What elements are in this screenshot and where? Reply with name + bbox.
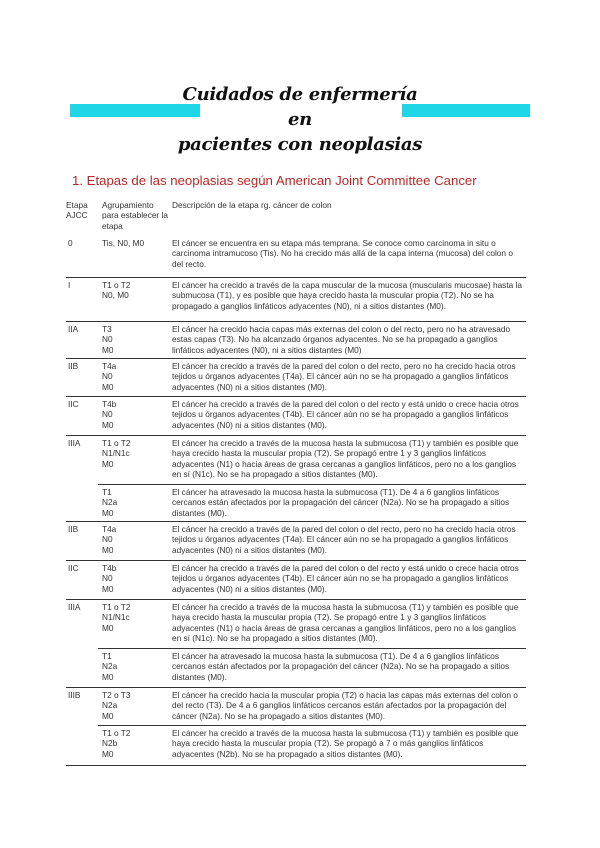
- row-group: T4b N0 M0: [102, 563, 117, 594]
- row-stage: IIIB: [68, 690, 81, 700]
- row-group: T4b N0 M0: [102, 399, 117, 430]
- table-row: [66, 359, 526, 397]
- row-group: T3 N0 M0: [102, 324, 114, 355]
- row-group: T1 o T2 N1/N1c M0: [102, 602, 131, 633]
- row-stage: IIB: [68, 524, 79, 534]
- row-description: El cáncer ha crecido hacia capas más externas del colon o del recto, pero no ha atravesado estas capas (T3). No ha alcanzado órganos adyacentes. No se ha propagado a ganglios linfáticos adyacentes (N0), ni a sitios distantes (M0): [172, 324, 511, 355]
- table-row: [66, 688, 526, 766]
- table-row: [66, 561, 526, 600]
- subrow-divider: [98, 484, 526, 485]
- subrow-divider: [98, 725, 526, 726]
- table-row: [66, 236, 526, 278]
- row-group: T1 o T2 N2b M0: [102, 728, 131, 759]
- table-row: [66, 397, 526, 436]
- page-title: [170, 82, 430, 157]
- row-description: El cáncer ha crecido hacia la muscular propia (T2) o hacia las capas más externas del colon o del recto (T3). De 4 a 6 ganglios linfáticos cercanos están afectados por la propagación del cáncer (N2a). No se ha propagado a sitios distantes (M0).: [172, 690, 518, 721]
- row-description: El cáncer ha atravesado la mucosa hasta la submucosa (T1). De 4 a 6 ganglios linfáticos cercanos están afectados por la propagación del cáncer (N2a). No se ha propagado a sitios distantes (M0).: [172, 487, 510, 518]
- table-row: [66, 278, 526, 322]
- row-group: T1 N2a M0: [102, 487, 118, 518]
- row-description: El cáncer ha crecido a través de la pared del colon o del recto y está unido o crece hacia otros tejidos u órganos adyacentes (T4b). El cáncer aún no se ha propagado a ganglios linfáticos adyacentes (N0) ni a sitios distantes (M0).: [172, 563, 519, 594]
- row-group: T4a N0 M0: [102, 524, 117, 555]
- table-row: [66, 600, 526, 688]
- row-group: T1 o T2 N1/N1c M0: [102, 438, 131, 469]
- row-group: Tis, N0, M0: [102, 238, 145, 248]
- row-stage: I: [68, 280, 71, 290]
- row-group: T1 N2a M0: [102, 651, 118, 682]
- table-row: [66, 522, 526, 561]
- row-stage: IIC: [68, 399, 79, 409]
- row-description: El cáncer ha crecido a través de la capa muscular de la mucosa (muscularis mucosae) hasta la submucosa (T1), y es posible que haya crecido hasta la muscular propia (T2). No se ha propagado a ganglios linfáticos adyacentes (N0), ni a sitios distantes (M0).: [172, 280, 523, 311]
- stages-table: [66, 200, 526, 766]
- row-stage: IIA: [68, 324, 79, 334]
- row-stage: IIB: [68, 361, 79, 371]
- row-description: El cáncer ha atravesado la mucosa hasta la submucosa (T1). De 4 a 6 ganglios linfáticos cercanos están afectados por la propagación del cáncer (N2a). No se ha propagado a sitios distantes (M0).: [172, 651, 510, 682]
- row-description: El cáncer se encuentra en su etapa más temprana. Se conoce como carcinoma in situ o carcinoma intramucoso (Tis). No ha crecido más allá de la capa interna (mucosa) del colon o del recto.: [172, 238, 513, 269]
- header-description: Descripción de la etapa rg. cáncer de colon: [172, 200, 332, 210]
- title-line-2: pacientes con neoplasias: [177, 134, 423, 155]
- row-stage: IIIA: [68, 602, 81, 612]
- row-stage: IIC: [68, 563, 79, 573]
- table-header: [66, 200, 526, 236]
- row-description: El cáncer ha crecido a través de la mucosa hasta la submucosa (T1) y también es posible que haya crecido hasta la muscular propia (T2). Se propagó entre 1 y 3 ganglios linfáticos adyacentes (N1) o hacia áreas de grasa cercanas a ganglios linfáticos, pero no a los ganglios en sí (N1c). No se ha propagado a sitios distantes (M0).: [172, 602, 519, 644]
- title-line-1: Cuidados de enfermería en: [182, 84, 418, 130]
- row-description: El cáncer ha crecido a través de la pared del colon o del recto, pero no ha crecido hacia otros tejidos u órganos adyacentes (T4a). El cáncer aún no se ha propagado a ganglios linfáticos adyacentes (N0) ni a sitios distantes (M0).: [172, 524, 516, 555]
- row-stage: IIIA: [68, 438, 81, 448]
- row-description: El cáncer ha crecido a través de la pared del colon o del recto y está unido o crece hacia otros tejidos u órganos adyacentes (T4b). El cáncer aún no se ha propagado a ganglios linfáticos adyacentes (N0) ni a sitios distantes (M0).: [172, 399, 519, 430]
- table-row: [66, 322, 526, 359]
- row-group: T2 o T3 N2a M0: [102, 690, 131, 721]
- section-heading: 1. Etapas de las neoplasias según American Joint Committee Cancer: [72, 173, 477, 188]
- row-group: T1 o T2 N0, M0: [102, 280, 131, 301]
- header-grouping: Agrupamiento para establecer la etapa: [102, 200, 168, 231]
- header-stage: Etapa AJCC: [66, 200, 88, 221]
- row-description: El cáncer ha crecido a través de la mucosa hasta la submucosa (T1) y también es posible que haya crecido hasta la muscular propia (T2). Se propagó a 7 o más ganglios linfáticos adyacentes (N2b). No se ha propagado a sitios distantes (M0).: [172, 728, 519, 759]
- table-row: [66, 436, 526, 522]
- row-description: El cáncer ha crecido a través de la mucosa hasta la submucosa (T1) y también es posible que haya crecido hasta la muscular propia (T2). Se propagó entre 1 y 3 ganglios linfáticos adyacentes (N1) o hacia áreas de grasa cercanas a ganglios linfáticos, pero no a los ganglios en sí (N1c). No se ha propagado a sitios distantes (M0).: [172, 438, 519, 480]
- row-group: T4a N0 M0: [102, 361, 117, 392]
- row-description: El cáncer ha crecido a través de la pared del colon o del recto, pero no ha crecido hacia otros tejidos u órganos adyacentes (T4a). El cáncer aún no se ha propagado a ganglios linfáticos adyacentes (N0) ni a sitios distantes (M0).: [172, 361, 516, 392]
- subrow-divider: [98, 648, 526, 649]
- row-stage: 0: [68, 238, 73, 248]
